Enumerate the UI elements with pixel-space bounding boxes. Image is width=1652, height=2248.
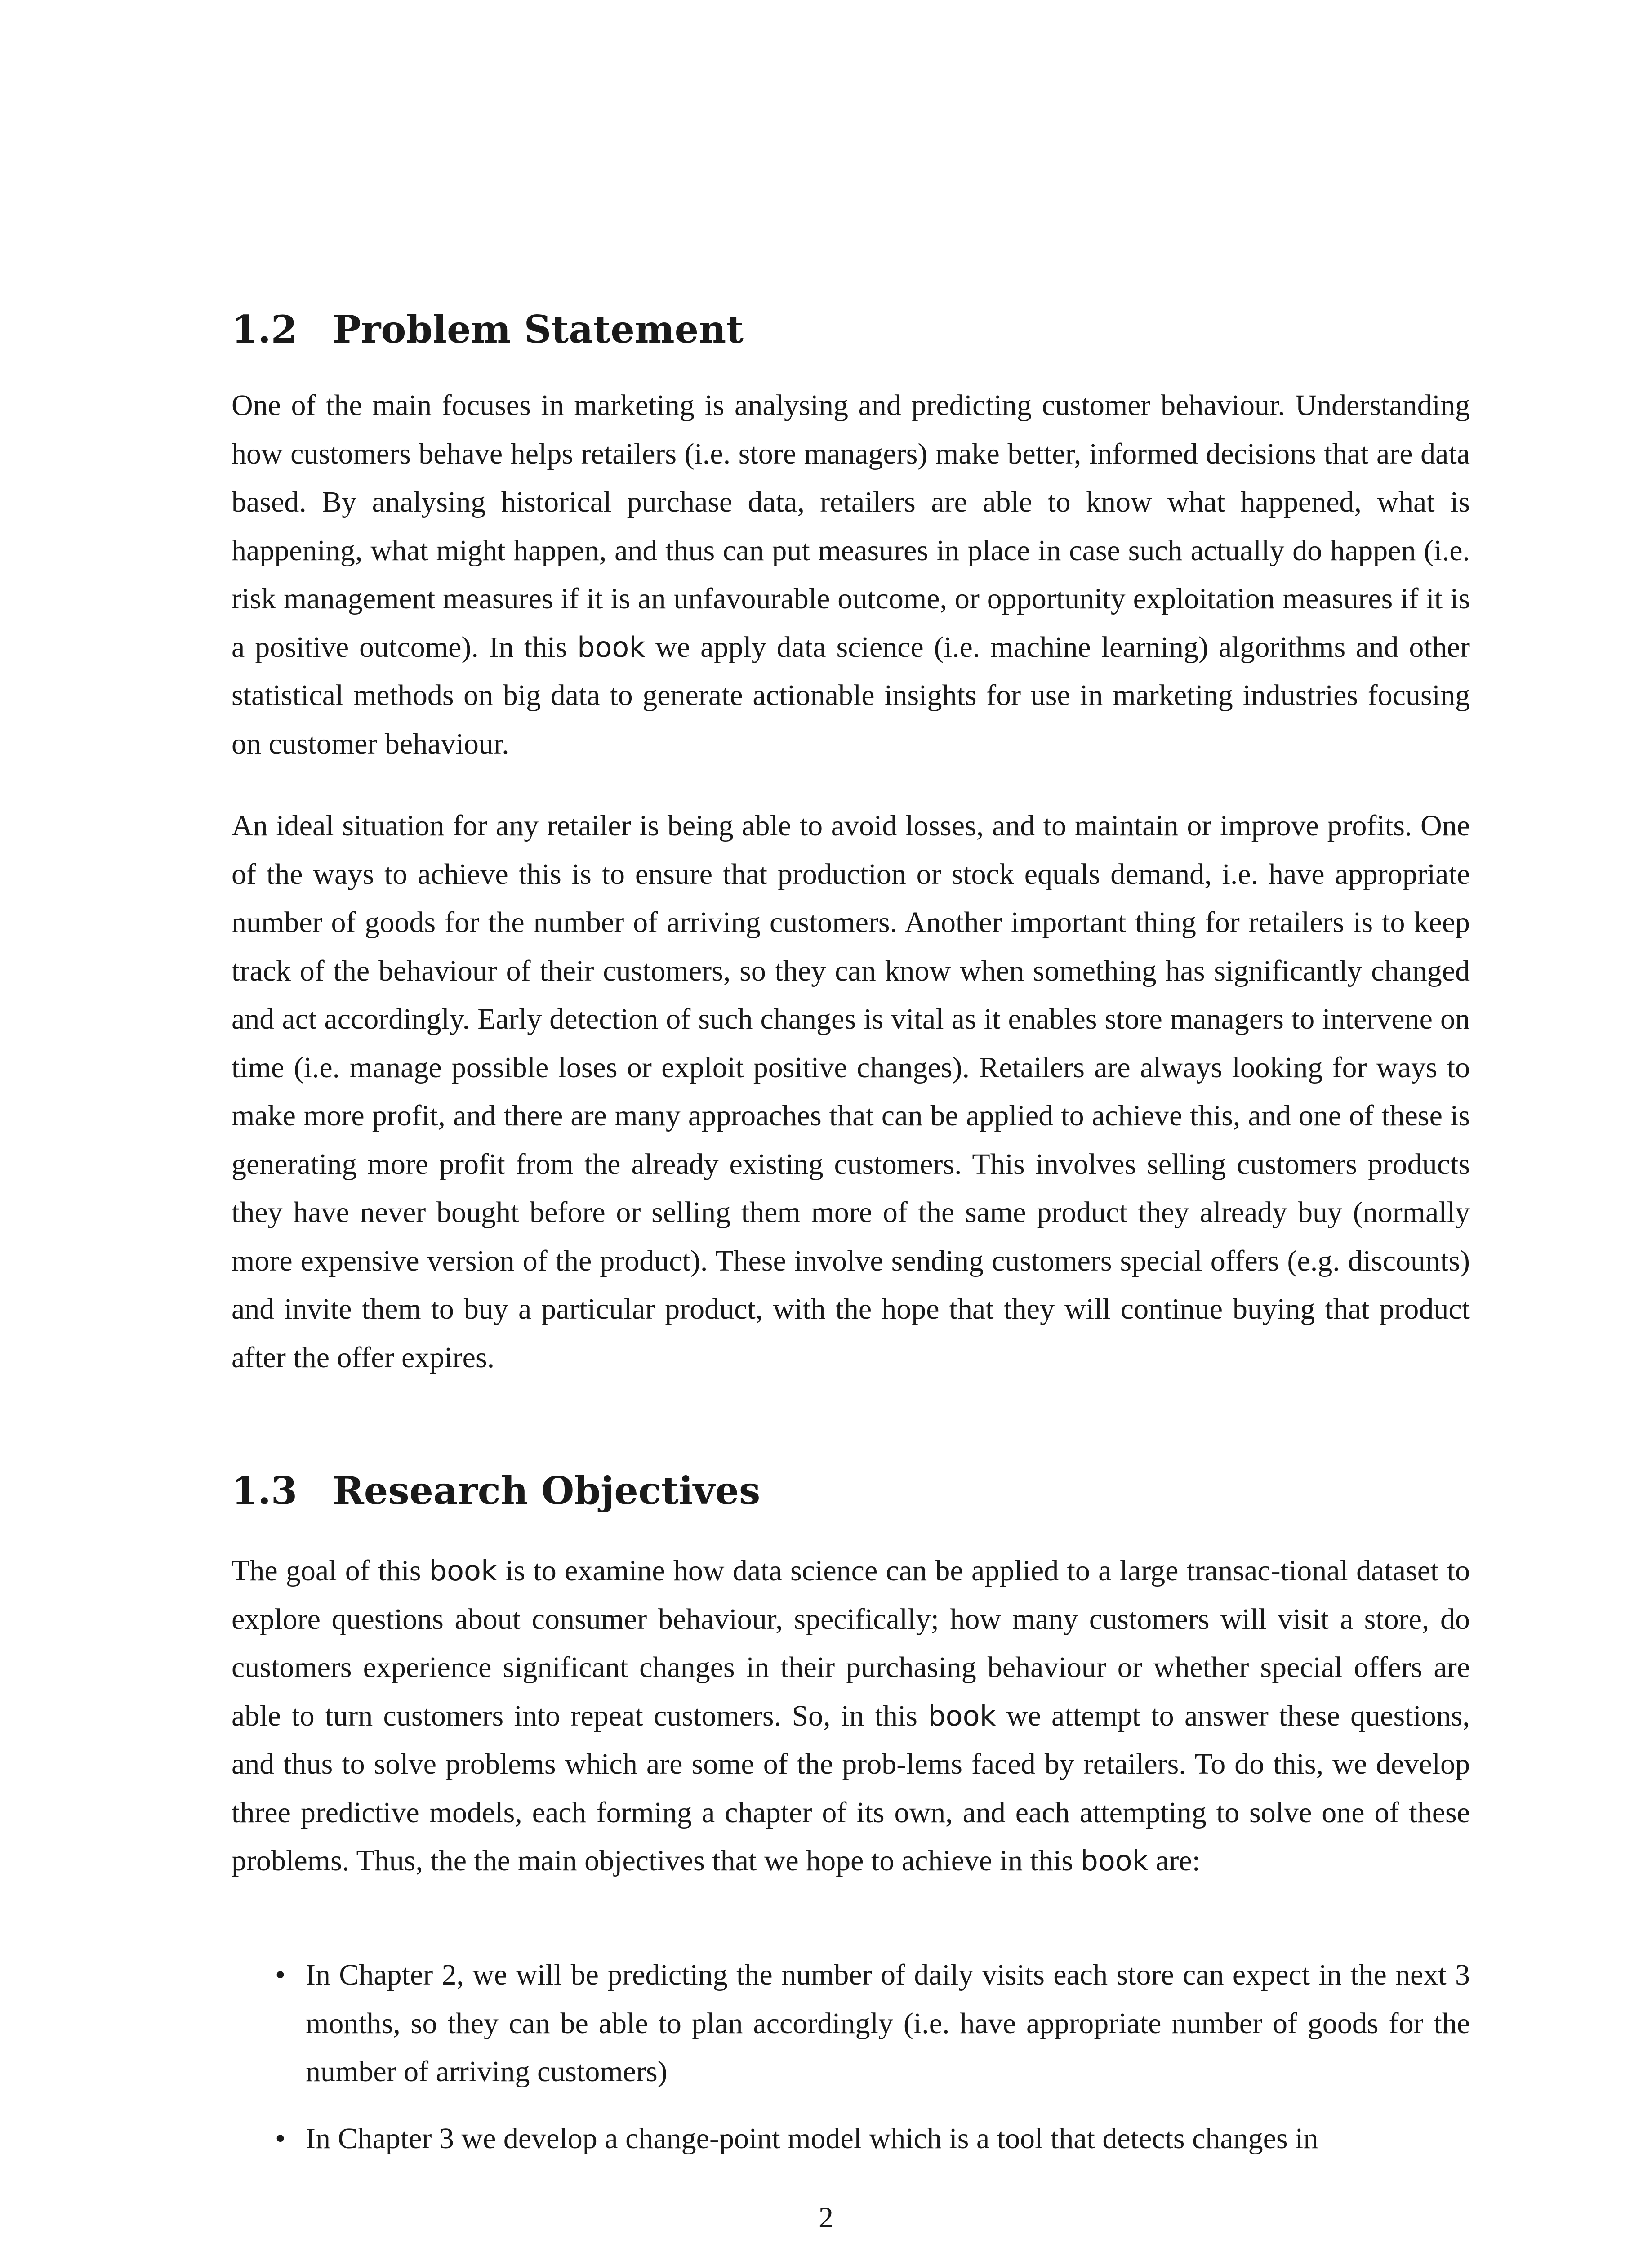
bullet-marker: • <box>275 2122 286 2155</box>
paragraph-problem-1 <box>232 381 1470 768</box>
paragraph-text: we apply data science (i.e. machine learning) algorithms and other statistical methods on big data to generate actionable insights for use in marketing industries focusing on customer behaviour. <box>232 630 1470 760</box>
paragraph-text: are: <box>1148 1844 1201 1877</box>
section-heading-research-objectives <box>232 1466 1468 1516</box>
section-number: 1.3 <box>232 1468 298 1513</box>
bullet-item-chapter-3: In Chapter 3 we develop a change-point model which is a tool that detects changes in <box>306 2122 1318 2155</box>
paragraph-text: is to examine how data science can be applied to a large transac-tional dataset to explore questions about consumer behaviour, specifically; how many customers will visit a store, do customers experience significant changes in their purchasing behaviour or whether special offers are able to turn customers into repeat customers. So, in this <box>232 1554 1470 1732</box>
paragraph-problem-2 <box>232 802 1470 1382</box>
book-term: book <box>429 1554 497 1587</box>
paragraph-text: An ideal situation for any retailer is being able to avoid losses, and to maintain or improve profits. One of the ways to achieve this is to ensure that production or stock equals demand, i.e. have appropriate number of goods for the number of arriving customers. Another important thing for retailers is to keep track of the behaviour of their customers, so they can know when something has significantly changed and act accordingly. Early detection of such changes is vital as it enables store managers to intervene on time (i.e. manage possible loses or exploit positive changes). Retailers are always looking for ways to make more profit, and there are many approaches that can be applied to achieve this, and one of these is generating more profit from the already existing customers. This involves selling customers products they have never bought before or selling them more of the same product they already buy (normally more expensive version of the product). These involve sending customers special offers (e.g. discounts) and invite them to buy a particular product, with the hope that they will continue buying that product after the offer expires. <box>232 809 1470 1374</box>
paragraph-text: we attempt to answer these questions, and thus to solve problems which are some of the prob-lems faced by retailers. To do this, we develop three predictive models, each forming a chapter of its own, and each attempting to solve one of these problems. Thus, the the main objectives that we hope to achieve in this <box>232 1699 1470 1877</box>
paragraph-objectives-1 <box>232 1547 1470 1885</box>
paragraph-text: The goal of this <box>232 1554 429 1587</box>
bullet-item-chapter-2: In Chapter 2, we will be predicting the number of daily visits each store can expect in the next 3 months, so they can be able to plan accordingly (i.e. have appropriate number of goods for the number of arriving customers) <box>306 1958 1470 2088</box>
section-heading-problem-statement <box>232 305 1468 354</box>
section-number: 1.2 <box>232 307 298 352</box>
book-term: book <box>577 630 646 664</box>
paragraph-text: One of the main focuses in marketing is analysing and predicting customer behaviour. Understanding how customers behave helps retailers (i.e. store managers) make better, informed decisions that are data based. By analysing historical purchase data, retailers are able to know what happened, what is happening, what might happen, and thus can put measures in place in case such actually do happen (i.e. risk management measures if it is an unfavourable outcome, or opportunity exploitation measures if it is a positive outcome). In this <box>232 389 1470 664</box>
section-title: Problem Statement <box>333 307 744 352</box>
page-number: 2 <box>819 2201 833 2234</box>
section-title: Research Objectives <box>333 1468 761 1513</box>
book-term: book <box>928 1699 996 1732</box>
book-term: book <box>1080 1844 1149 1877</box>
bullet-marker: • <box>275 1958 286 1991</box>
